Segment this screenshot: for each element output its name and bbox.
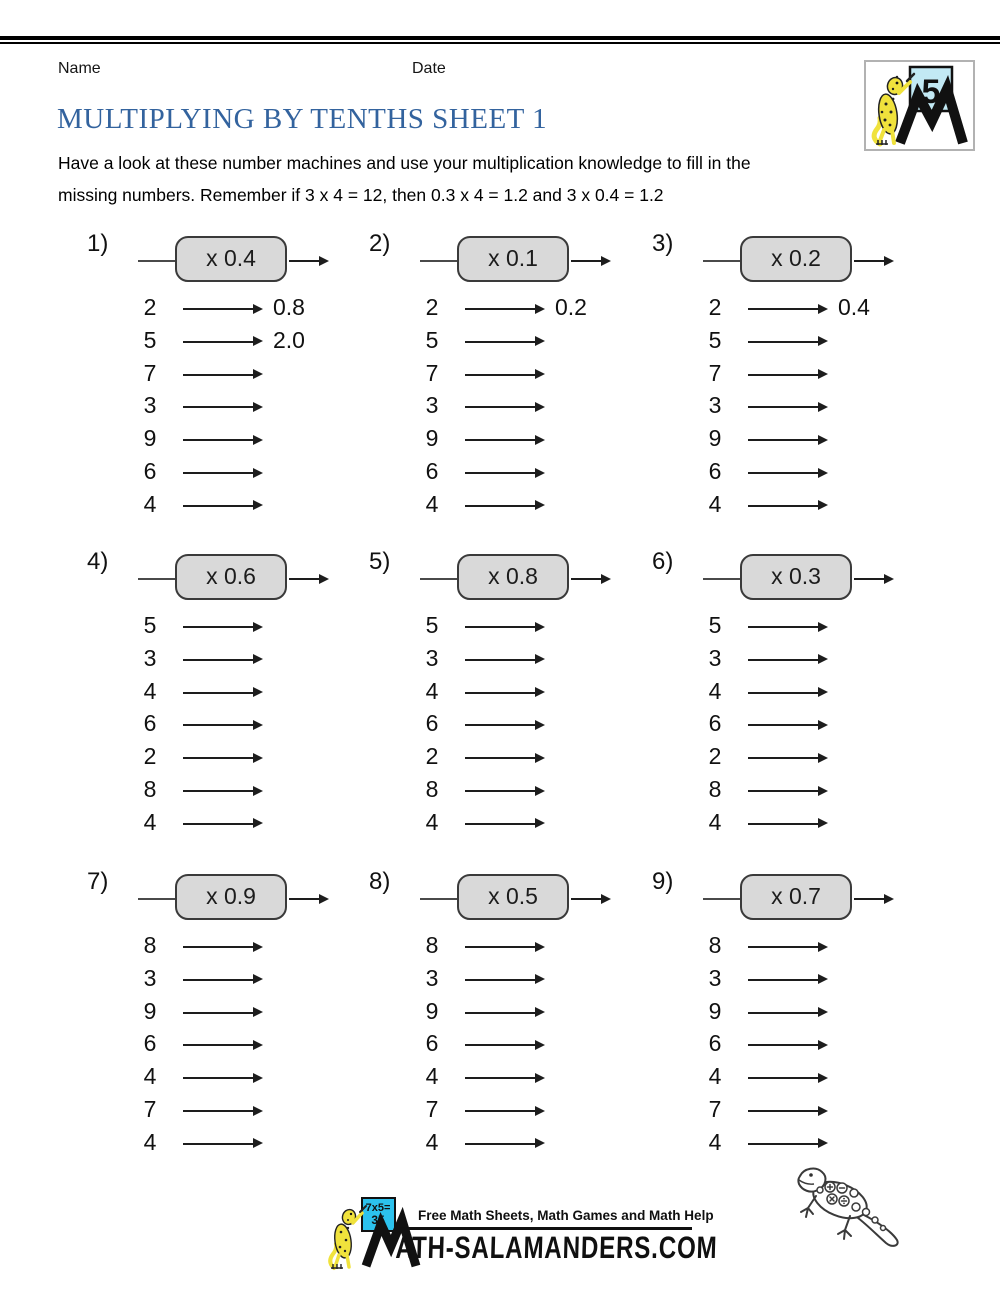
row-arrow-icon [465, 308, 535, 310]
footer-board-line-1: 7x5= [365, 1202, 391, 1214]
machine-input-line [138, 578, 175, 580]
input-number: 9 [143, 997, 157, 1024]
row-arrow-icon [465, 659, 535, 661]
input-number: 7 [425, 1096, 439, 1122]
number-machine-problem [85, 228, 365, 528]
io-row [650, 458, 930, 488]
input-number: 5 [425, 612, 439, 638]
number-machine-problem [650, 228, 930, 528]
footer-board-line-2: 35 [371, 1213, 385, 1227]
output-value: 0.8 [273, 294, 305, 320]
io-row [650, 612, 930, 642]
io-row [85, 360, 365, 390]
problem-number: 4) [87, 548, 109, 575]
input-number: 7 [143, 1096, 157, 1122]
input-number: 6 [143, 710, 157, 737]
row-arrow-icon [748, 1110, 818, 1112]
io-row [85, 458, 365, 488]
row-arrow-icon [183, 659, 253, 661]
row-arrow-icon [465, 1012, 535, 1014]
io-row [650, 1030, 930, 1060]
machine-operation: x 0.3 [740, 554, 852, 600]
io-row [650, 1063, 930, 1093]
machine-output-arrow-icon [854, 260, 884, 262]
row-arrow-icon [465, 1110, 535, 1112]
io-row [367, 965, 647, 995]
io-row [367, 327, 647, 357]
input-number: 3 [425, 964, 439, 991]
row-arrow-icon [183, 439, 253, 441]
problem-number: 2) [369, 230, 391, 257]
row-arrow-icon [748, 757, 818, 759]
io-row [367, 458, 647, 488]
instructions-line-2: missing numbers. Remember if 3 x 4 = 12, then 0.3 x 4 = 1.2 and 3 x 0.4 = 1.2 [58, 185, 664, 205]
problem-number: 7) [87, 868, 109, 895]
problem-number: 5) [369, 548, 391, 575]
number-machine-problem [85, 866, 365, 1166]
row-arrow-icon [183, 692, 253, 694]
io-row [367, 612, 647, 642]
io-row [85, 294, 365, 324]
machine-operation: x 0.1 [457, 236, 569, 282]
machine-operation: x 0.8 [457, 554, 569, 600]
io-row [367, 645, 647, 675]
number-machine-problem [367, 228, 647, 528]
input-number: 3 [708, 964, 722, 991]
io-row [367, 1129, 647, 1159]
row-arrow-icon [748, 724, 818, 726]
io-row [367, 998, 647, 1028]
input-number: 2 [708, 294, 722, 320]
io-row [85, 425, 365, 455]
input-number: 7 [425, 359, 439, 386]
io-row [85, 1096, 365, 1126]
input-number: 9 [708, 997, 722, 1024]
row-arrow-icon [465, 374, 535, 376]
machine-output-arrow-icon [571, 898, 601, 900]
row-arrow-icon [748, 472, 818, 474]
row-arrow-icon [183, 341, 253, 343]
row-arrow-icon [465, 757, 535, 759]
number-machine-problem [650, 546, 930, 846]
input-number: 5 [143, 612, 157, 638]
input-number: 7 [708, 1096, 722, 1122]
io-row [367, 1096, 647, 1126]
machine-input-line [703, 898, 740, 900]
row-arrow-icon [183, 1143, 253, 1145]
machine-output-arrow-icon [289, 898, 319, 900]
machine-output-arrow-icon [854, 898, 884, 900]
row-arrow-icon [183, 979, 253, 981]
io-row [367, 360, 647, 390]
io-row [650, 998, 930, 1028]
row-arrow-icon [748, 626, 818, 628]
row-arrow-icon [183, 308, 253, 310]
io-row [650, 932, 930, 962]
io-row [650, 327, 930, 357]
row-arrow-icon [748, 341, 818, 343]
io-row [367, 678, 647, 708]
input-number: 9 [425, 997, 439, 1024]
input-number: 4 [425, 490, 439, 517]
input-number: 2 [143, 294, 157, 320]
row-arrow-icon [748, 1044, 818, 1046]
input-number: 6 [708, 458, 722, 484]
io-row [85, 1129, 365, 1159]
footer-tagline: Free Math Sheets, Math Games and Math Help [418, 1208, 714, 1223]
input-number: 6 [143, 458, 157, 484]
row-arrow-icon [183, 757, 253, 759]
input-number: 4 [708, 1128, 722, 1155]
number-machine-problem [650, 866, 930, 1166]
io-row [85, 612, 365, 642]
row-arrow-icon [183, 724, 253, 726]
input-number: 4 [143, 490, 157, 517]
row-arrow-icon [183, 1077, 253, 1079]
row-arrow-icon [748, 374, 818, 376]
io-row [85, 710, 365, 740]
row-arrow-icon [183, 823, 253, 825]
input-number: 4 [708, 808, 722, 835]
input-number: 3 [425, 644, 439, 671]
row-arrow-icon [465, 1077, 535, 1079]
io-row [85, 1063, 365, 1093]
row-arrow-icon [748, 692, 818, 694]
machine-output-arrow-icon [571, 260, 601, 262]
input-number: 8 [143, 776, 157, 802]
input-number: 4 [143, 677, 157, 704]
input-number: 7 [708, 359, 722, 386]
io-row [650, 809, 930, 839]
io-row [367, 294, 647, 324]
io-row [650, 678, 930, 708]
row-arrow-icon [748, 1012, 818, 1014]
io-row [85, 743, 365, 773]
input-number: 4 [708, 490, 722, 517]
input-number: 3 [425, 392, 439, 419]
row-arrow-icon [465, 472, 535, 474]
input-number: 5 [425, 326, 439, 353]
row-arrow-icon [465, 692, 535, 694]
io-row [650, 360, 930, 390]
input-number: 4 [425, 1063, 439, 1090]
row-arrow-icon [183, 505, 253, 507]
row-arrow-icon [183, 626, 253, 628]
row-arrow-icon [183, 1110, 253, 1112]
input-number: 6 [708, 1030, 722, 1057]
input-number: 4 [143, 808, 157, 835]
row-arrow-icon [465, 505, 535, 507]
problem-number: 9) [652, 868, 674, 895]
input-number: 4 [143, 1063, 157, 1090]
input-number: 5 [143, 326, 157, 353]
io-row [367, 425, 647, 455]
instructions [58, 147, 751, 211]
input-number: 7 [143, 359, 157, 386]
input-number: 9 [708, 425, 722, 452]
row-arrow-icon [748, 823, 818, 825]
number-machine-problem [367, 866, 647, 1166]
input-number: 2 [143, 743, 157, 770]
row-arrow-icon [748, 308, 818, 310]
input-number: 6 [425, 458, 439, 484]
row-arrow-icon [465, 979, 535, 981]
name-label: Name [58, 60, 101, 77]
io-row [85, 491, 365, 521]
input-number: 3 [143, 964, 157, 991]
machine-operation: x 0.6 [175, 554, 287, 600]
row-arrow-icon [183, 406, 253, 408]
machine-input-line [420, 898, 457, 900]
io-row [85, 965, 365, 995]
machine-operation: x 0.4 [175, 236, 287, 282]
header-rule [0, 36, 1000, 44]
machine-input-line [138, 898, 175, 900]
row-arrow-icon [748, 659, 818, 661]
io-row [650, 743, 930, 773]
input-number: 8 [708, 932, 722, 958]
io-row [367, 932, 647, 962]
io-row [85, 645, 365, 675]
input-number: 6 [425, 1030, 439, 1057]
input-number: 6 [708, 710, 722, 737]
row-arrow-icon [748, 946, 818, 948]
io-row [85, 809, 365, 839]
io-row [367, 491, 647, 521]
row-arrow-icon [183, 472, 253, 474]
machine-operation: x 0.9 [175, 874, 287, 920]
io-row [85, 327, 365, 357]
output-value: 0.4 [838, 294, 870, 320]
grade-badge [864, 60, 975, 151]
footer-brand [328, 1196, 718, 1281]
row-arrow-icon [748, 1077, 818, 1079]
input-number: 6 [143, 1030, 157, 1057]
machine-output-arrow-icon [289, 260, 319, 262]
io-row [650, 392, 930, 422]
io-row [85, 678, 365, 708]
input-number: 3 [143, 644, 157, 671]
machine-operation: x 0.7 [740, 874, 852, 920]
input-number: 2 [425, 294, 439, 320]
machine-output-arrow-icon [289, 578, 319, 580]
io-row [367, 743, 647, 773]
input-number: 8 [425, 932, 439, 958]
input-number: 8 [425, 776, 439, 802]
input-number: 5 [708, 612, 722, 638]
date-label: Date [412, 60, 446, 77]
machine-input-line [420, 260, 457, 262]
row-arrow-icon [183, 790, 253, 792]
io-row [85, 998, 365, 1028]
input-number: 5 [708, 326, 722, 353]
machine-input-line [703, 578, 740, 580]
row-arrow-icon [748, 790, 818, 792]
input-number: 9 [425, 425, 439, 452]
machine-input-line [703, 260, 740, 262]
output-value: 2.0 [273, 326, 305, 353]
number-machine-problem [85, 546, 365, 846]
row-arrow-icon [465, 1044, 535, 1046]
row-arrow-icon [183, 374, 253, 376]
row-arrow-icon [748, 1143, 818, 1145]
footer-brand-text: ATH-SALAMANDERS.COM [395, 1230, 718, 1265]
io-row [85, 1030, 365, 1060]
input-number: 4 [425, 677, 439, 704]
output-value: 0.2 [555, 294, 587, 320]
input-number: 8 [708, 776, 722, 802]
problem-number: 6) [652, 548, 674, 575]
io-row [650, 491, 930, 521]
io-row [650, 425, 930, 455]
row-arrow-icon [748, 406, 818, 408]
io-row [650, 1096, 930, 1126]
problem-number: 8) [369, 868, 391, 895]
io-row [650, 776, 930, 806]
grade-number: 5 [921, 73, 941, 111]
io-row [650, 1129, 930, 1159]
number-machine-problem [367, 546, 647, 846]
input-number: 6 [425, 710, 439, 737]
input-number: 4 [708, 677, 722, 704]
page-title: MULTIPLYING BY TENTHS SHEET 1 [57, 103, 548, 135]
io-row [85, 932, 365, 962]
io-row [367, 392, 647, 422]
input-number: 4 [708, 1063, 722, 1090]
input-number: 3 [708, 392, 722, 419]
input-number: 2 [708, 743, 722, 770]
machine-input-line [138, 260, 175, 262]
input-number: 8 [143, 932, 157, 958]
input-number: 2 [425, 743, 439, 770]
instructions-line-1: Have a look at these number machines and use your multiplication knowledge to fill in the [58, 153, 751, 173]
input-number: 9 [143, 425, 157, 452]
row-arrow-icon [465, 1143, 535, 1145]
input-number: 3 [708, 644, 722, 671]
row-arrow-icon [465, 439, 535, 441]
machine-output-arrow-icon [854, 578, 884, 580]
footer-gecko-icon [786, 1160, 916, 1252]
row-arrow-icon [748, 979, 818, 981]
row-arrow-icon [183, 1044, 253, 1046]
row-arrow-icon [465, 724, 535, 726]
problem-number: 3) [652, 230, 674, 257]
input-number: 4 [425, 1128, 439, 1155]
row-arrow-icon [465, 946, 535, 948]
row-arrow-icon [748, 505, 818, 507]
io-row [650, 294, 930, 324]
row-arrow-icon [465, 406, 535, 408]
io-row [367, 1030, 647, 1060]
machine-output-arrow-icon [571, 578, 601, 580]
io-row [367, 776, 647, 806]
io-row [367, 1063, 647, 1093]
input-number: 4 [143, 1128, 157, 1155]
problem-number: 1) [87, 230, 109, 257]
row-arrow-icon [183, 1012, 253, 1014]
row-arrow-icon [465, 341, 535, 343]
io-row [367, 710, 647, 740]
io-row [367, 809, 647, 839]
io-row [650, 645, 930, 675]
row-arrow-icon [183, 946, 253, 948]
row-arrow-icon [748, 439, 818, 441]
io-row [85, 776, 365, 806]
row-arrow-icon [465, 626, 535, 628]
grade-badge-salamander-icon [866, 62, 973, 149]
io-row [650, 965, 930, 995]
machine-operation: x 0.5 [457, 874, 569, 920]
machine-input-line [420, 578, 457, 580]
input-number: 4 [425, 808, 439, 835]
machine-operation: x 0.2 [740, 236, 852, 282]
input-number: 3 [143, 392, 157, 419]
row-arrow-icon [465, 790, 535, 792]
row-arrow-icon [465, 823, 535, 825]
io-row [85, 392, 365, 422]
io-row [650, 710, 930, 740]
